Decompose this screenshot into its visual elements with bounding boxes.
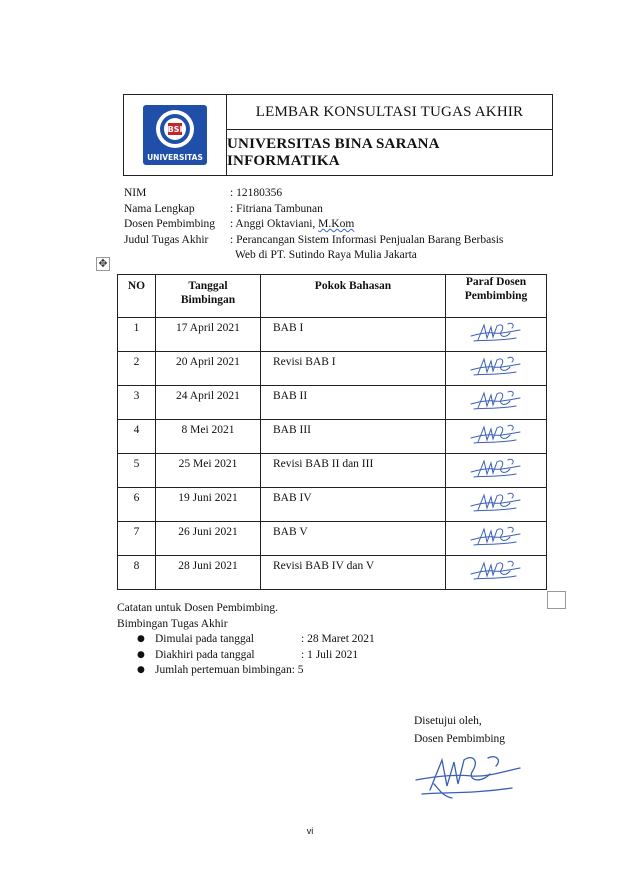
header-sign-line1: Paraf Dosen (465, 276, 527, 288)
page-corner-marker (547, 591, 566, 609)
notes-section (117, 601, 278, 632)
row-topic: Revisi BAB II dan III (261, 454, 446, 488)
row-date: 24 April 2021 (156, 386, 261, 420)
table-row (118, 420, 547, 454)
form-title: LEMBAR KONSULTASI TUGAS AKHIR (227, 95, 552, 130)
notes-line1: Catatan untuk Dosen Pembimbing. (117, 602, 278, 614)
thesis-value-line2: Web di PT. Sutindo Raya Mulia Jakarta (235, 249, 417, 261)
university-logo (142, 104, 208, 166)
count-value: : 5 (291, 664, 304, 676)
start-value: : 28 Maret 2021 (301, 633, 375, 645)
name-value: : Fitriana Tambunan (230, 202, 323, 215)
bullet-icon: ● (137, 649, 145, 660)
table-header-row (118, 275, 547, 318)
row-topic: BAB III (261, 420, 446, 454)
header-box (123, 94, 553, 176)
row-date: 28 Juni 2021 (156, 556, 261, 590)
row-signature (446, 488, 547, 522)
advisor-degree: M.Kom (318, 218, 355, 230)
row-no: 5 (118, 454, 156, 488)
row-signature (446, 556, 547, 590)
signature-image (468, 353, 524, 379)
row-signature (446, 352, 547, 386)
name-row (124, 202, 503, 218)
row-no: 3 (118, 386, 156, 420)
row-date: 17 April 2021 (156, 318, 261, 352)
student-info (124, 186, 503, 264)
row-topic: Revisi BAB IV dan V (261, 556, 446, 590)
page-number: vi (306, 826, 314, 836)
header-no: NO (118, 275, 156, 318)
approval-line2: Dosen Pembimbing (414, 733, 506, 745)
approval-line1: Disetujui oleh, (414, 715, 482, 727)
row-date: 8 Mei 2021 (156, 420, 261, 454)
header-date (156, 275, 261, 318)
row-no: 8 (118, 556, 156, 590)
list-item (137, 632, 375, 648)
row-topic: BAB II (261, 386, 446, 420)
svg-text:BSI: BSI (167, 125, 183, 134)
row-signature (446, 420, 547, 454)
row-no: 7 (118, 522, 156, 556)
name-label: Nama Lengkap (124, 202, 195, 215)
end-label: Diakhiri pada tanggal (155, 648, 255, 661)
nim-value: : 12180356 (230, 187, 283, 199)
row-date: 26 Juni 2021 (156, 522, 261, 556)
list-item (137, 663, 375, 679)
row-signature (446, 318, 547, 352)
table-row (118, 454, 547, 488)
row-topic: BAB V (261, 522, 446, 556)
consultation-table (117, 274, 547, 590)
header-date-line2: Bimbingan (180, 294, 236, 306)
row-topic: BAB IV (261, 488, 446, 522)
end-value: : 1 Juli 2021 (301, 648, 359, 661)
table-row (118, 488, 547, 522)
header-topic: Pokok Bahasan (261, 275, 446, 318)
table-row (118, 386, 547, 420)
signature-image (468, 557, 524, 583)
signature-image (468, 455, 524, 481)
row-no: 4 (118, 420, 156, 454)
signature-image (468, 319, 524, 345)
table-body (118, 318, 547, 590)
row-signature (446, 386, 547, 420)
nim-label: NIM (124, 187, 147, 199)
row-date: 19 Juni 2021 (156, 488, 261, 522)
thesis-value-line1: : Perancangan Sistem Informasi Penjualan Barang Berbasis (230, 233, 504, 246)
header-sign-line2: Pembimbing (464, 290, 528, 302)
table-row (118, 318, 547, 352)
row-signature (446, 454, 547, 488)
table-row (118, 352, 547, 386)
list-item (137, 648, 375, 664)
logo-cell (124, 95, 227, 175)
advisor-value: : Anggi Oktaviani, M.Kom (230, 218, 355, 230)
guidance-summary (137, 632, 375, 679)
row-topic: BAB I (261, 318, 446, 352)
row-no: 6 (118, 488, 156, 522)
advisor-row (124, 217, 503, 233)
count-label: Jumlah pertemuan bimbingan (155, 664, 292, 676)
nim-row (124, 186, 503, 202)
notes-line2: Bimbingan Tugas Akhir (117, 617, 228, 630)
row-date: 25 Mei 2021 (156, 454, 261, 488)
row-topic: Revisi BAB I (261, 352, 446, 386)
row-date: 20 April 2021 (156, 352, 261, 386)
signature-image (468, 523, 524, 549)
thesis-label: Judul Tugas Akhir (124, 233, 209, 246)
header-date-line1: Tanggal (188, 280, 228, 292)
table-move-handle-icon[interactable]: ✥ (96, 257, 110, 271)
start-label: Dimulai pada tanggal (155, 633, 254, 645)
table-row (118, 556, 547, 590)
bullet-icon: ● (137, 634, 145, 644)
table-row (118, 522, 547, 556)
signature-image (468, 421, 524, 447)
header-sign (446, 275, 547, 318)
advisor-label: Dosen Pembimbing (124, 218, 216, 230)
row-signature (446, 522, 547, 556)
logo-text: UNIVERSITAS (147, 153, 203, 162)
thesis-row (124, 233, 503, 249)
bullet-icon: ● (137, 665, 145, 675)
university-name: UNIVERSITAS BINA SARANA INFORMATIKA (227, 135, 439, 169)
advisor-signature-image (412, 750, 524, 802)
row-no: 1 (118, 318, 156, 352)
signature-image (468, 387, 524, 413)
signature-image (468, 489, 524, 515)
row-no: 2 (118, 352, 156, 386)
approval-block (414, 712, 505, 748)
